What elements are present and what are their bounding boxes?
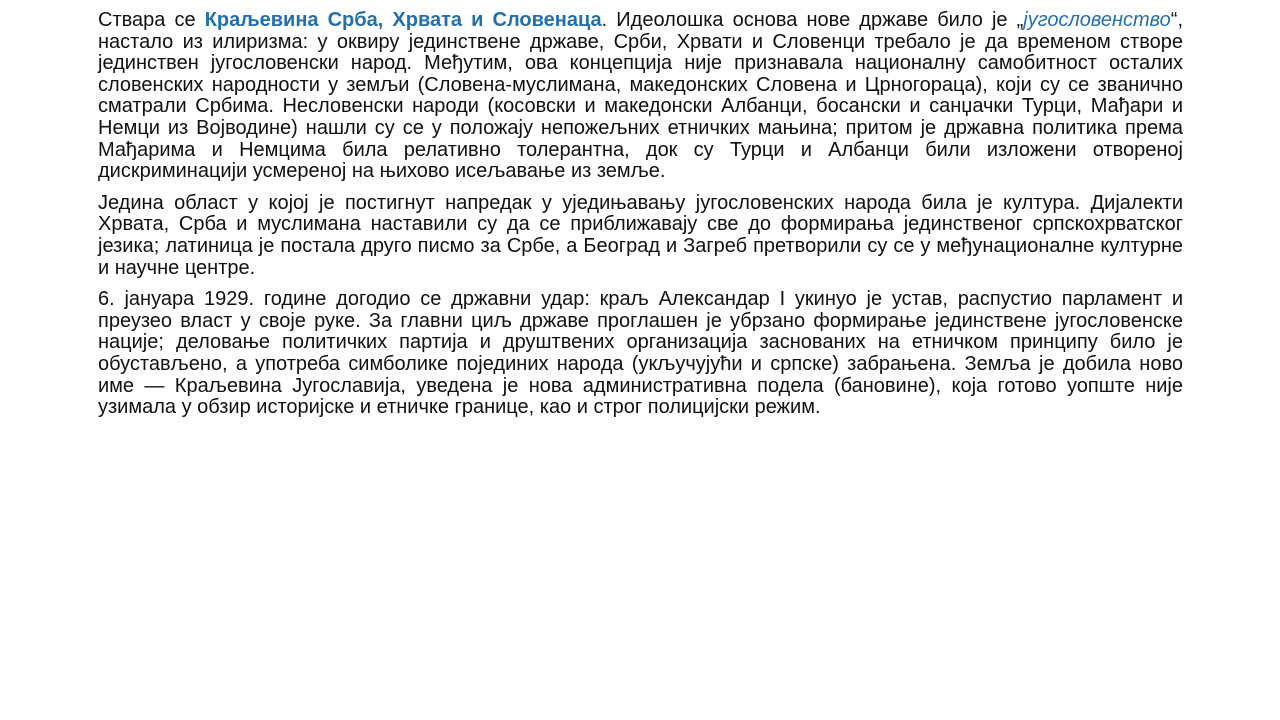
ideology-term-highlight: југословенство: [1023, 9, 1171, 31]
paragraph-1-lead: Ствара се: [98, 9, 205, 31]
paragraph-3: 6. јануара 1929. године догодио се државни удар: краљ Александар I укинуо је устав, распустио парламент и преузео власт у своје руке. За главни циљ државе проглашен је убрзано формирање јединствене југословенске нације; деловање политичких партија и друштвених организација заснованих на етничком принципу било је обустављено, а употреба симболике појединих народа (укључујући и српске) забрањена. Земља је добила ново име — Краљевина Југославија, уведена је нова административна подела (бановине), која готово уопште није узимала у обзир историјске и етничке границе, као и строг полицијски режим.: [98, 288, 1183, 419]
kingdom-name-highlight: Краљевина Срба, Хрвата и Словенаца: [204, 9, 602, 31]
paragraph-1: [98, 10, 1183, 183]
paragraph-1-rest: “, настало из илиризма: у оквиру јединствене државе, Срби, Хрвати и Словенци требало је да временом створе јединствен југословенски народ. Међутим, ова концепција није признавала националну самобитност осталих словенских народности у земљи (Словена-муслимана, македонских Словена и Црногораца), који су се званично сматрали Србима. Несловенски народи (косовски и македонски Албанци, босански и санџачки Турци, Мађари и Немци из Војводине) нашли су се у положају непожељних етничких мањина; притом је државна политика према Мађарима и Немцима била релативно толерантна, док су Турци и Албанци били изложени отвореној дискриминацији усмереној на њихово исељавање из земље.: [98, 9, 1184, 183]
paragraph-1-after-kingdom: . Идеолошка основа нове државе било је „: [601, 9, 1024, 31]
paragraph-2: Једина област у којој је постигнут напредак у уједињавању југословенских народа била је култура. Дијалекти Хрвата, Срба и муслимана наставили су да се приближавају све до формирања јединственог српскохрватског језика; латиница је постала друго писмо за Србе, а Београд и Загреб претворили су се у међунационалне културне и научне центре.: [98, 191, 1183, 279]
slide-body: [98, 10, 1183, 429]
